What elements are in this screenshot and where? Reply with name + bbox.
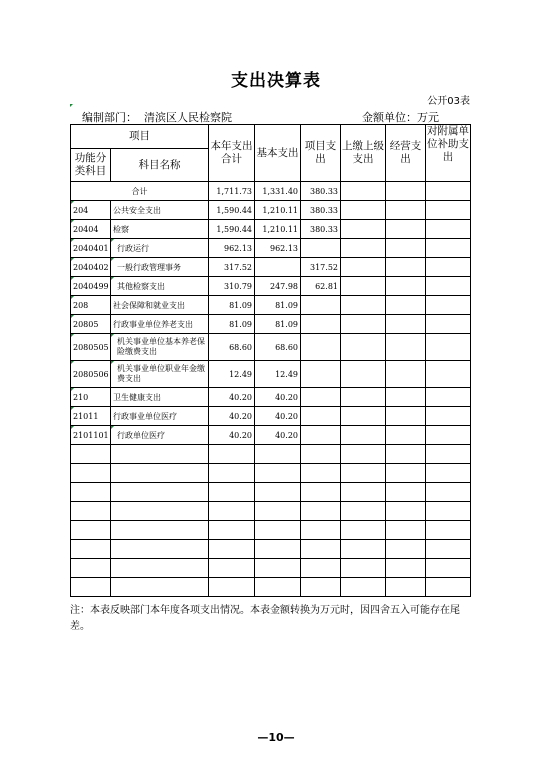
cell-empty xyxy=(426,388,471,407)
cell-code: 2101101 xyxy=(71,426,111,445)
table-row xyxy=(71,315,471,334)
cell-project xyxy=(301,296,341,315)
cell-basic: 68.60 xyxy=(255,334,301,361)
cell-code: 208 xyxy=(71,296,111,315)
total-basic: 1,331.40 xyxy=(255,182,301,201)
cell-empty xyxy=(426,277,471,296)
cell-empty xyxy=(341,258,386,277)
cell-name: 检察 xyxy=(111,220,209,239)
cell-empty xyxy=(209,540,255,559)
empty-row xyxy=(71,502,471,521)
cell-empty xyxy=(255,464,301,483)
cell-empty xyxy=(426,315,471,334)
empty-row xyxy=(71,521,471,540)
cell-empty xyxy=(255,559,301,578)
cell-empty xyxy=(386,315,426,334)
cell-total: 81.09 xyxy=(209,315,255,334)
cell-code: 20404 xyxy=(71,220,111,239)
cell-total: 68.60 xyxy=(209,334,255,361)
cell-empty xyxy=(301,540,341,559)
empty-row xyxy=(71,483,471,502)
cell-total: 1,590.44 xyxy=(209,220,255,239)
cell-code: 20805 xyxy=(71,315,111,334)
cell-empty xyxy=(426,578,471,597)
cell-empty xyxy=(386,578,426,597)
cell-empty xyxy=(255,502,301,521)
cell-empty xyxy=(341,201,386,220)
cell-empty xyxy=(111,483,209,502)
cell-name: 卫生健康支出 xyxy=(111,388,209,407)
cell-basic: 962.13 xyxy=(255,239,301,258)
cell-empty xyxy=(71,483,111,502)
cell-empty xyxy=(209,464,255,483)
dept-label: 编制部门： xyxy=(82,111,137,124)
table-row xyxy=(71,388,471,407)
cell-empty xyxy=(426,445,471,464)
cell-empty xyxy=(301,559,341,578)
cell-name: 行政运行 xyxy=(111,239,209,258)
header-basic: 基本支出 xyxy=(255,125,301,182)
cell-project xyxy=(301,361,341,388)
expenditure-table xyxy=(70,124,471,597)
header-subsidy xyxy=(426,125,471,182)
cell-name: 其他检察支出 xyxy=(111,277,209,296)
cell-empty xyxy=(341,426,386,445)
cell-empty xyxy=(386,239,426,258)
cell-empty xyxy=(386,296,426,315)
cell-basic xyxy=(255,258,301,277)
cell-empty xyxy=(341,220,386,239)
header-remit: 上缴上级支出 xyxy=(341,125,386,182)
table-row xyxy=(71,201,471,220)
cell-basic: 40.20 xyxy=(255,388,301,407)
header-operate: 经营支出 xyxy=(386,125,426,182)
cell-empty xyxy=(386,258,426,277)
table-row xyxy=(71,258,471,277)
table-row xyxy=(71,277,471,296)
cell-empty xyxy=(341,407,386,426)
header-func-code: 功能分类科目 xyxy=(71,149,111,182)
cell-empty xyxy=(209,502,255,521)
cell-basic: 81.09 xyxy=(255,296,301,315)
cell-empty xyxy=(255,445,301,464)
cell-empty xyxy=(426,201,471,220)
cell-project xyxy=(301,334,341,361)
cell-empty xyxy=(426,559,471,578)
cell-empty xyxy=(341,559,386,578)
cell-empty xyxy=(426,540,471,559)
cell-code: 2080505 xyxy=(71,334,111,361)
table-row xyxy=(71,334,471,361)
cell-empty xyxy=(386,277,426,296)
unit-label: 金额单位：万元 xyxy=(362,111,439,124)
cell-empty xyxy=(386,426,426,445)
table-row xyxy=(71,296,471,315)
cell-empty xyxy=(301,502,341,521)
empty-row xyxy=(71,578,471,597)
cell-empty xyxy=(426,521,471,540)
cell-empty xyxy=(111,559,209,578)
cell-name: 行政事业单位医疗 xyxy=(111,407,209,426)
cell-empty xyxy=(426,361,471,388)
cell-empty xyxy=(386,220,426,239)
cell-basic: 12.49 xyxy=(255,361,301,388)
total-project: 380.33 xyxy=(301,182,341,201)
cell-empty xyxy=(341,483,386,502)
cell-empty xyxy=(341,315,386,334)
cell-project xyxy=(301,426,341,445)
cell-empty xyxy=(386,361,426,388)
total-total: 1,711.73 xyxy=(209,182,255,201)
cell-project: 317.52 xyxy=(301,258,341,277)
cell-basic: 40.20 xyxy=(255,407,301,426)
cell-empty xyxy=(209,578,255,597)
cell-empty xyxy=(426,220,471,239)
table-row xyxy=(71,361,471,388)
cell-empty xyxy=(341,277,386,296)
table-code: 公开03表 xyxy=(427,96,470,107)
cell-code: 204 xyxy=(71,201,111,220)
cell-empty xyxy=(71,502,111,521)
cell-empty xyxy=(255,578,301,597)
cell-empty xyxy=(71,445,111,464)
cell-total: 40.20 xyxy=(209,407,255,426)
cell-empty xyxy=(301,521,341,540)
cell-project xyxy=(301,239,341,258)
page-title: 支出决算表 xyxy=(231,71,321,91)
cell-empty xyxy=(301,483,341,502)
cell-empty xyxy=(111,521,209,540)
cell-project xyxy=(301,388,341,407)
cell-empty xyxy=(111,578,209,597)
cell-empty xyxy=(255,521,301,540)
cell-empty xyxy=(341,540,386,559)
cell-empty xyxy=(341,334,386,361)
cell-name: 机关事业单位基本养老保险缴费支出 xyxy=(111,334,209,361)
table-row xyxy=(71,239,471,258)
cell-empty xyxy=(341,464,386,483)
cell-empty xyxy=(255,540,301,559)
cell-empty xyxy=(341,361,386,388)
cell-total: 317.52 xyxy=(209,258,255,277)
cell-basic: 1,210.11 xyxy=(255,220,301,239)
empty-row xyxy=(71,559,471,578)
cell-empty xyxy=(111,464,209,483)
empty-row xyxy=(71,464,471,483)
cell-empty xyxy=(341,388,386,407)
total-remit xyxy=(341,182,386,201)
cell-empty xyxy=(426,483,471,502)
cell-empty xyxy=(341,521,386,540)
cell-empty xyxy=(386,521,426,540)
cell-basic: 1,210.11 xyxy=(255,201,301,220)
cell-empty xyxy=(426,239,471,258)
cell-empty xyxy=(426,258,471,277)
cell-empty xyxy=(111,502,209,521)
table-row xyxy=(71,407,471,426)
cell-empty xyxy=(386,502,426,521)
cell-code: 2040401 xyxy=(71,239,111,258)
dept-line xyxy=(82,109,232,125)
cell-empty xyxy=(111,540,209,559)
cell-empty xyxy=(386,445,426,464)
cell-empty xyxy=(209,445,255,464)
table-row xyxy=(71,220,471,239)
cell-basic: 81.09 xyxy=(255,315,301,334)
dept-name: 清滨区人民检察院 xyxy=(144,111,232,124)
cell-code: 210 xyxy=(71,388,111,407)
cell-name: 一般行政管理事务 xyxy=(111,258,209,277)
cell-empty xyxy=(386,559,426,578)
cell-empty xyxy=(341,578,386,597)
footnote: 注：本表反映部门本年度各项支出情况。本表金额转换为万元时，因四舍五入可能存在尾差。 xyxy=(70,605,460,632)
cell-empty xyxy=(341,296,386,315)
cell-empty xyxy=(71,521,111,540)
cell-empty xyxy=(426,464,471,483)
cell-name: 机关事业单位职业年金缴费支出 xyxy=(111,361,209,388)
cell-total: 310.79 xyxy=(209,277,255,296)
cell-total: 40.20 xyxy=(209,388,255,407)
total-operate xyxy=(386,182,426,201)
empty-row xyxy=(71,540,471,559)
cell-empty xyxy=(426,296,471,315)
cell-project xyxy=(301,315,341,334)
cell-empty xyxy=(111,445,209,464)
cell-empty xyxy=(71,540,111,559)
cell-project: 380.33 xyxy=(301,201,341,220)
cell-empty xyxy=(71,464,111,483)
cell-empty xyxy=(209,521,255,540)
cell-name: 社会保障和就业支出 xyxy=(111,296,209,315)
header-item: 项目 xyxy=(71,125,209,149)
cell-empty xyxy=(341,445,386,464)
cell-empty xyxy=(301,464,341,483)
cell-basic: 40.20 xyxy=(255,426,301,445)
green-corner-icon xyxy=(70,104,73,107)
cell-total: 81.09 xyxy=(209,296,255,315)
cell-total: 40.20 xyxy=(209,426,255,445)
cell-project: 62.81 xyxy=(301,277,341,296)
cell-basic: 247.98 xyxy=(255,277,301,296)
cell-empty xyxy=(386,201,426,220)
header-subject-name: 科目名称 xyxy=(111,149,209,182)
cell-total: 12.49 xyxy=(209,361,255,388)
cell-empty xyxy=(426,334,471,361)
cell-empty xyxy=(386,388,426,407)
cell-empty xyxy=(386,334,426,361)
cell-empty xyxy=(426,407,471,426)
cell-total: 1,590.44 xyxy=(209,201,255,220)
cell-code: 2040402 xyxy=(71,258,111,277)
empty-row xyxy=(71,445,471,464)
cell-empty xyxy=(386,483,426,502)
cell-empty xyxy=(209,559,255,578)
cell-empty xyxy=(386,540,426,559)
cell-code: 21011 xyxy=(71,407,111,426)
cell-empty xyxy=(386,464,426,483)
table-row xyxy=(71,426,471,445)
cell-empty xyxy=(71,578,111,597)
cell-empty xyxy=(209,483,255,502)
header-total: 本年支出合计 xyxy=(209,125,255,182)
cell-empty xyxy=(341,239,386,258)
cell-project xyxy=(301,407,341,426)
cell-code: 2040499 xyxy=(71,277,111,296)
cell-name: 行政事业单位养老支出 xyxy=(111,315,209,334)
header-subsidy-text: 对附属单位补助支出 xyxy=(427,125,469,163)
total-subsidy xyxy=(426,182,471,201)
total-row xyxy=(71,182,471,201)
cell-code: 2080506 xyxy=(71,361,111,388)
header-project: 项目支出 xyxy=(301,125,341,182)
cell-name: 行政单位医疗 xyxy=(111,426,209,445)
cell-empty xyxy=(426,502,471,521)
cell-empty xyxy=(255,483,301,502)
page-number: —10— xyxy=(257,731,295,744)
cell-empty xyxy=(426,426,471,445)
cell-empty xyxy=(301,578,341,597)
cell-project: 380.33 xyxy=(301,220,341,239)
total-label: 合计 xyxy=(71,182,209,201)
cell-empty xyxy=(71,559,111,578)
cell-empty xyxy=(301,445,341,464)
cell-name: 公共安全支出 xyxy=(111,201,209,220)
cell-empty xyxy=(341,502,386,521)
cell-empty xyxy=(386,407,426,426)
cell-total: 962.13 xyxy=(209,239,255,258)
